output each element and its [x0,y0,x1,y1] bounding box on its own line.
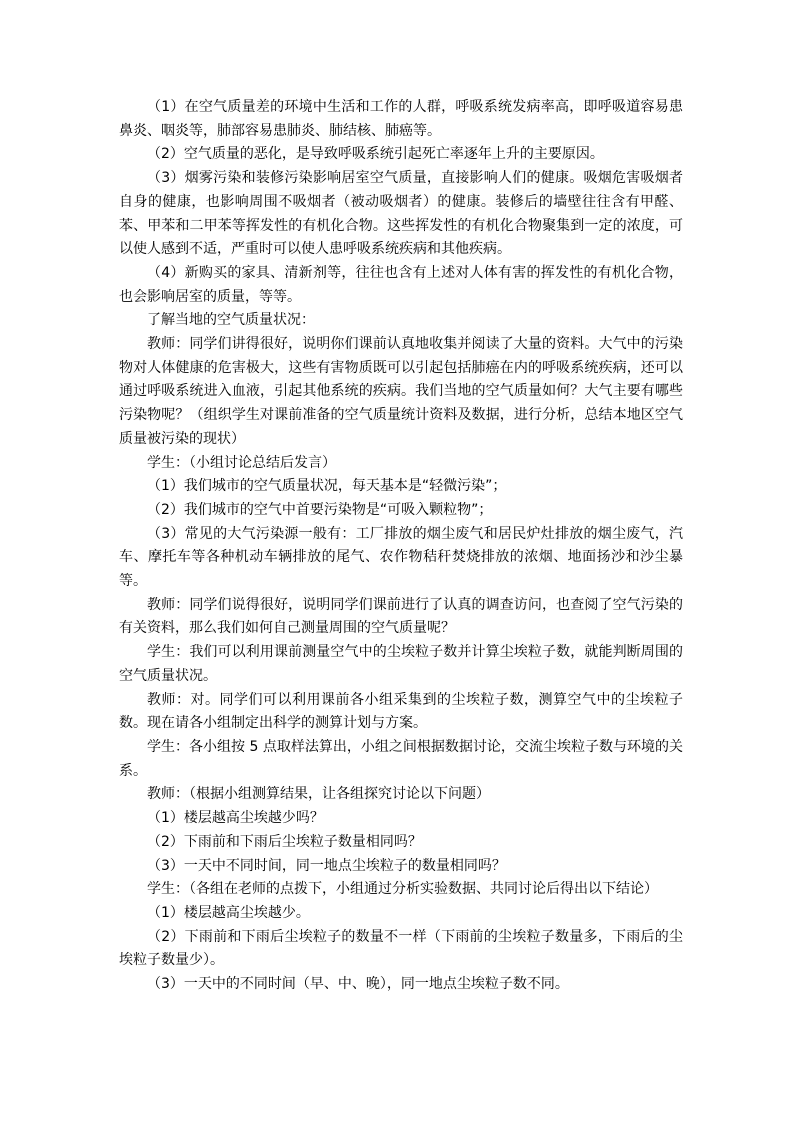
document-body [119,96,683,997]
paragraph-health-effect-3: （3）烟雾污染和装修污染影响居室空气质量，直接影响人们的健康。吸烟危害吸烟者自身的健康，也影响周围不吸烟者（被动吸烟者）的健康。装修后的墙壁往往含有甲醛、苯、甲苯和二甲苯等挥发性的有机化合物。这些挥发性的有机化合物聚集到一定的浓度，可以使人感到不适，严重时可以使人患呼吸系统疾病和其他疾病。 [119,170,683,258]
section-heading-local-air-quality: 了解当地的空气质量状况： [147,312,315,329]
paragraph-health-effect-4: （4）新购买的家具、清新剂等，往往也含有上述对人体有害的挥发性的有机化合物，也会影响居室的质量，等等。 [119,264,683,305]
paragraph-conclusion-1: （1）楼层越高尘埃越少。 [147,904,310,921]
paragraph-teacher-intro: 教师：同学们讲得很好，说明你们课前认真地收集并阅读了大量的资料。大气中的污染物对人体健康的危害极大，这些有害物质既可以引起包括肺癌在内的呼吸系统疾病，还可以通过呼吸系统进入血液，引起其他系统的疾病。我们当地的空气质量如何？大气主要有哪些污染物呢？（组织学生对课前准备的空气质量统计资料及数据，进行分析，总结本地区空气质量被污染的现状） [119,336,683,447]
paragraph-problem-1: （1）楼层越高尘埃越少吗？ [147,810,324,827]
paragraph-conclusion-2: （2）下雨前和下雨后尘埃粒子的数量不一样（下雨前的尘埃粒子数量多，下雨后的尘埃粒子数量少）。 [119,928,683,969]
paragraph-health-effect-2: （2）空气质量的恶化，是导致呼吸系统引起死亡率逐年上升的主要原因。 [147,146,604,163]
paragraph-problem-3: （3）一天中不同时间，同一地点尘埃粒子的数量相同吗？ [147,857,506,874]
paragraph-problem-2: （2）下雨前和下雨后尘埃粒子数量相同吗？ [147,833,422,850]
paragraph-teacher-problems: 教师：（根据小组测算结果，让各组探究讨论以下问题） [147,786,490,803]
paragraph-conclusion-3: （3）一天中的不同时间（早、中、晚），同一地点尘埃粒子数不同。 [147,976,569,993]
paragraph-student-conclusion: 学生：（各组在老师的点拨下，小组通过分析实验数据、共同讨论后得出以下结论） [147,881,658,898]
paragraph-health-effect-1: （1）在空气质量差的环境中生活和工作的人群，呼吸系统发病率高，即呼吸道容易患鼻炎、咽炎等，肺部容易患肺炎、肺结核、肺癌等。 [119,99,683,139]
paragraph-city-status-1: （1）我们城市的空气质量状况，每天基本是“轻微污染”； [147,478,507,495]
paragraph-city-status-2: （2）我们城市的空气中首要污染物是“可吸入颗粒物”； [147,501,493,518]
paragraph-city-status-3: （3）常见的大气污染源一般有：工厂排放的烟尘废气和居民炉灶排放的烟尘废气，汽车、摩托车等各种机动车辆排放的尾气、农作物秸秆焚烧排放的浓烟、地面扬沙和沙尘暴等。 [119,525,683,590]
paragraph-student-sampling: 学生：各小组按 5 点取样法算出，小组之间根据数据讨论，交流尘埃粒子数与环境的关系。 [119,738,683,779]
paragraph-teacher-question: 教师：同学们说得很好，说明同学们课前进行了认真的调查访问，也查阅了空气污染的有关资料，那么我们如何自己测量周围的空气质量呢？ [119,596,683,637]
paragraph-student-discussion: 学生：（小组讨论总结后发言） [147,454,336,471]
paragraph-student-answer: 学生：我们可以利用课前测量空气中的尘埃粒子数并计算尘埃粒子数，就能判断周围的空气质量状况。 [119,644,683,684]
paragraph-teacher-plan: 教师：对。同学们可以利用课前各小组采集到的尘埃粒子数，测算空气中的尘埃粒子数。现在请各小组制定出科学的测算计划与方案。 [119,691,683,732]
